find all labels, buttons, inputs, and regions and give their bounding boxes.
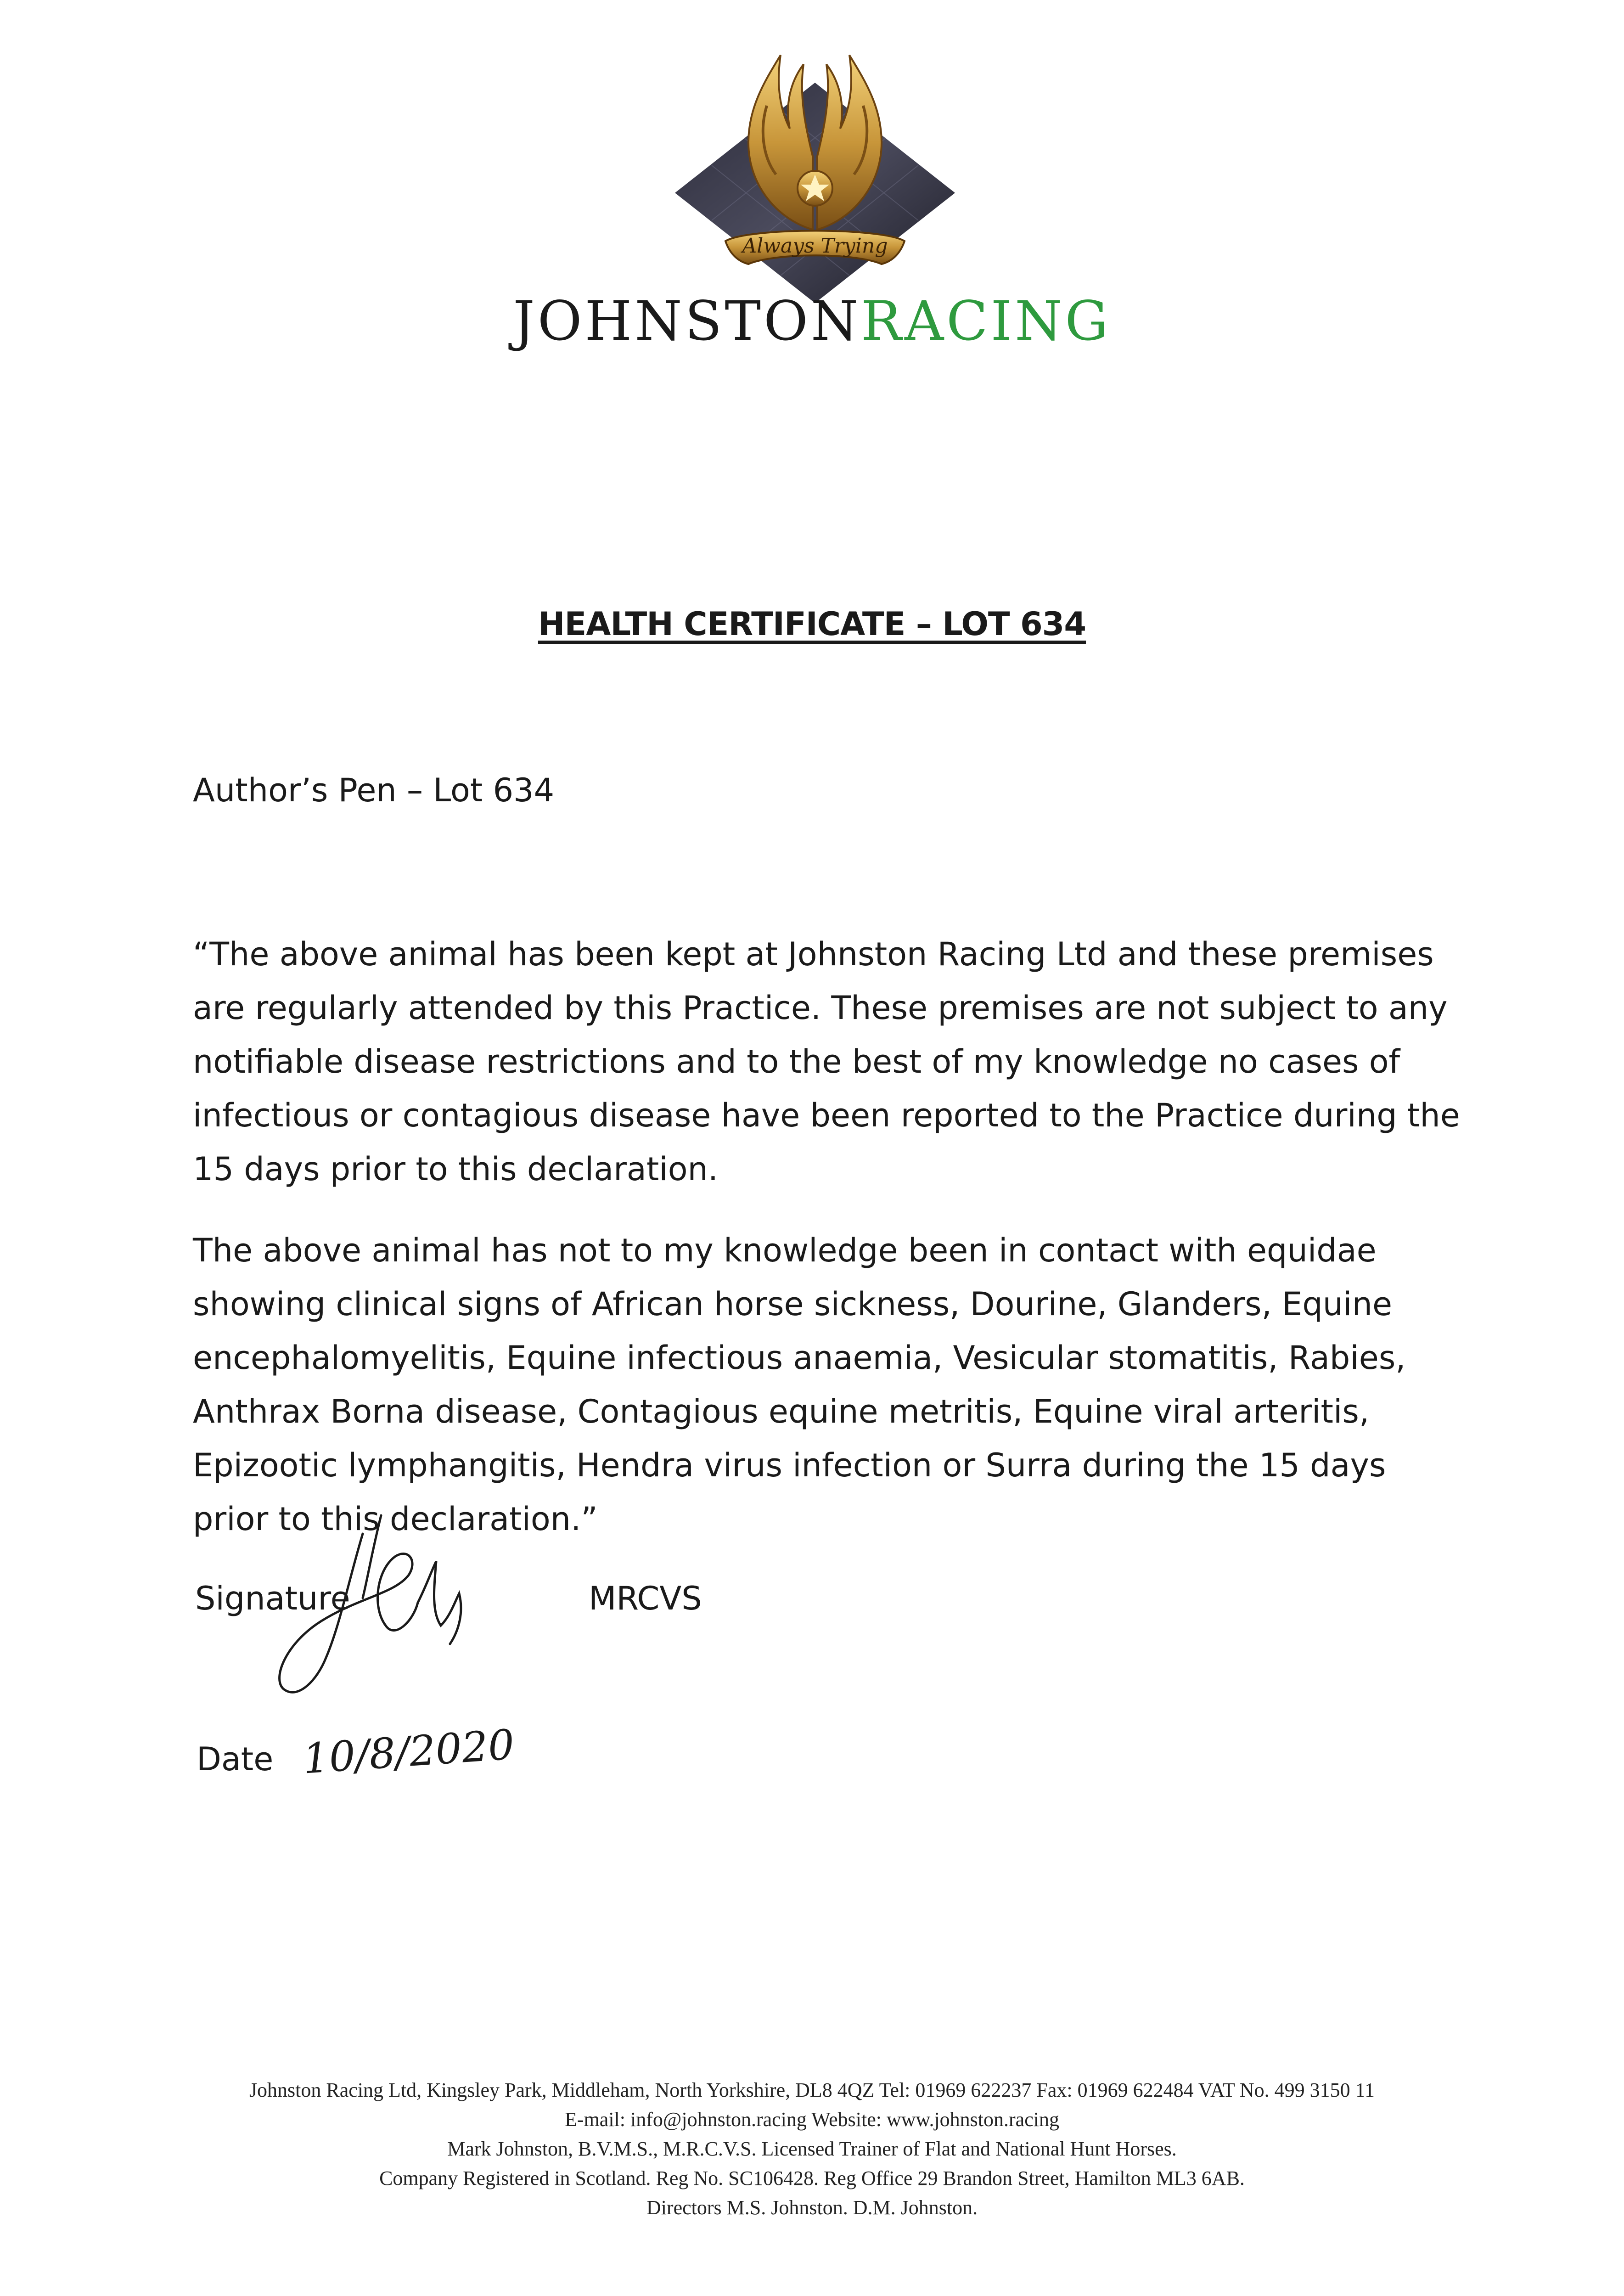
certificate-title: HEALTH CERTIFICATE – LOT 634 <box>538 605 1086 643</box>
footer-registration: Company Registered in Scotland. Reg No. SC106428. Reg Office 29 Brandon Street, Hamilton ML3 6AB. <box>379 2167 1245 2189</box>
company-footer <box>0 2076 1624 2223</box>
footer-address: Johnston Racing Ltd, Kingsley Park, Middleham, North Yorkshire, DL8 4QZ Tel: 01969 622237 Fax: 01969 622484 VAT No. 499 3150 11 <box>249 2079 1375 2101</box>
handwritten-signature <box>257 1506 496 1717</box>
qualification-label: MRCVS <box>589 1580 702 1617</box>
declaration-paragraph-1: “The above animal has been kept at Johnston Racing Ltd and these premises are regularly attended by this Practice. These premises are not subject to any notifiable disease restrictions and to the best of my knowledge no cases of infectious or contagious disease have been reported to the Practice during the 15 days prior to this declaration. <box>193 935 1460 1188</box>
declaration-paragraph-2: The above animal has not to my knowledge been in contact with equidae showing clinical signs of African horse sickness, Dourine, Glanders, Equine encephalomyelitis, Equine infectious anaemia, Vesicular stomatitis, Rabies, Anthrax Borna disease, Contagious equine metritis, Equine viral arteritis, Epizootic lymphangitis, Hendra virus infection or Surra during the 15 days prior to this declaration.” <box>193 1232 1406 1538</box>
footer-directors: Directors M.S. Johnston. D.M. Johnston. <box>646 2196 978 2219</box>
handwritten-date-text: 10/8/2020 <box>301 1720 516 1784</box>
brand-name <box>0 289 1624 353</box>
signature-label: Signature <box>195 1580 350 1617</box>
brand-johnston: JOHNSTON <box>513 289 861 353</box>
date-label: Date <box>197 1740 274 1778</box>
brand-racing: RACING <box>861 289 1111 353</box>
logo-motto: Always Trying <box>742 234 888 258</box>
footer-trainer: Mark Johnston, B.V.M.S., M.R.C.V.S. Licensed Trainer of Flat and National Hunt Horses. <box>447 2138 1177 2160</box>
certificate-subject: Author’s Pen – Lot 634 <box>193 771 555 809</box>
handwritten-date <box>298 1708 516 1809</box>
footer-contact: E-mail: info@johnston.racing Website: www.johnston.racing <box>565 2108 1059 2131</box>
